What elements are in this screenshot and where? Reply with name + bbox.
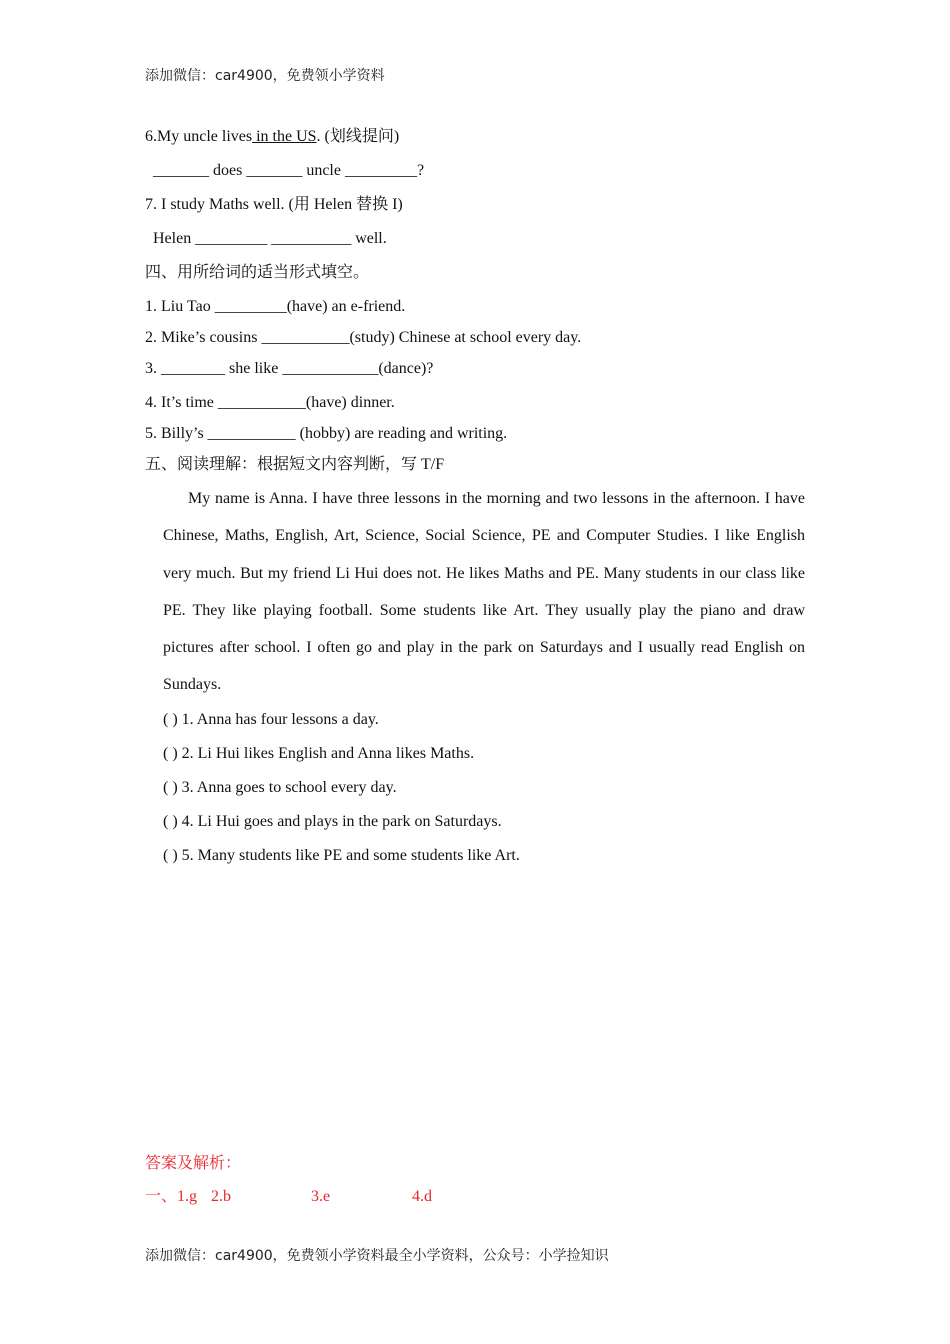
answers-line — [145, 1187, 432, 1207]
section5-title: 五、阅读理解：根据短文内容判断，写 T/F — [145, 456, 445, 473]
answer-4: 4.d — [412, 1188, 432, 1205]
section4-item-3: 3. ________ she like ____________(dance)? — [145, 360, 434, 377]
section4-item-4: 4. It’s time ___________(have) dinner. — [145, 394, 395, 411]
q6-answer-line: _______ does _______ uncle _________? — [153, 162, 425, 179]
answer-1: 一、1.g — [145, 1188, 198, 1205]
q6-underlined: in the US — [252, 128, 317, 145]
tf-item-3: ( ) 3. Anna goes to school every day. — [163, 779, 397, 796]
tf-item-4: ( ) 4. Li Hui goes and plays in the park on Saturdays. — [163, 813, 502, 830]
section4-item-1: 1. Liu Tao _________(have) an e-friend. — [145, 298, 406, 315]
section4-title: 四、用所给词的适当形式填空。 — [145, 264, 370, 281]
answer-2: 2.b — [211, 1188, 231, 1205]
q6-prefix: 6.My uncle lives — [145, 128, 253, 145]
q7-answer-line: Helen _________ __________ well. — [153, 230, 387, 247]
question-7: 7. I study Maths well. (用 Helen 替换 I) — [145, 196, 403, 213]
tf-item-5: ( ) 5. Many students like PE and some students like Art. — [163, 847, 520, 864]
answers-title: 答案及解析： — [145, 1155, 242, 1172]
section4-item-2: 2. Mike’s cousins ___________(study) Chinese at school every day. — [145, 329, 582, 346]
q6-suffix: . (划线提问) — [316, 128, 400, 145]
reading-passage: My name is Anna. I have three lessons in the morning and two lessons in the afternoon. I have Chinese, Maths, English, Art, Science, Social Science, PE and Computer Studies. I like English very much. But my friend Li Hui does not. He likes Maths and PE. Many students in our class like PE. They like playing football. Some students like Art. They usually play the piano and draw pictures after school. I often go and play in the park on Saturdays and I usually read English on Sundays. — [163, 490, 805, 694]
question-6 — [145, 127, 399, 147]
page-footer: 添加微信：car4900，免费领小学资料最全小学资料，公众号：小学捡知识 — [145, 1248, 609, 1264]
section4-item-5: 5. Billy’s ___________ (hobby) are reading and writing. — [145, 425, 508, 442]
tf-item-2: ( ) 2. Li Hui likes English and Anna likes Maths. — [163, 745, 475, 762]
page-header: 添加微信：car4900，免费领小学资料 — [145, 68, 385, 84]
tf-item-1: ( ) 1. Anna has four lessons a day. — [163, 711, 379, 728]
answer-3: 3.e — [311, 1188, 331, 1205]
